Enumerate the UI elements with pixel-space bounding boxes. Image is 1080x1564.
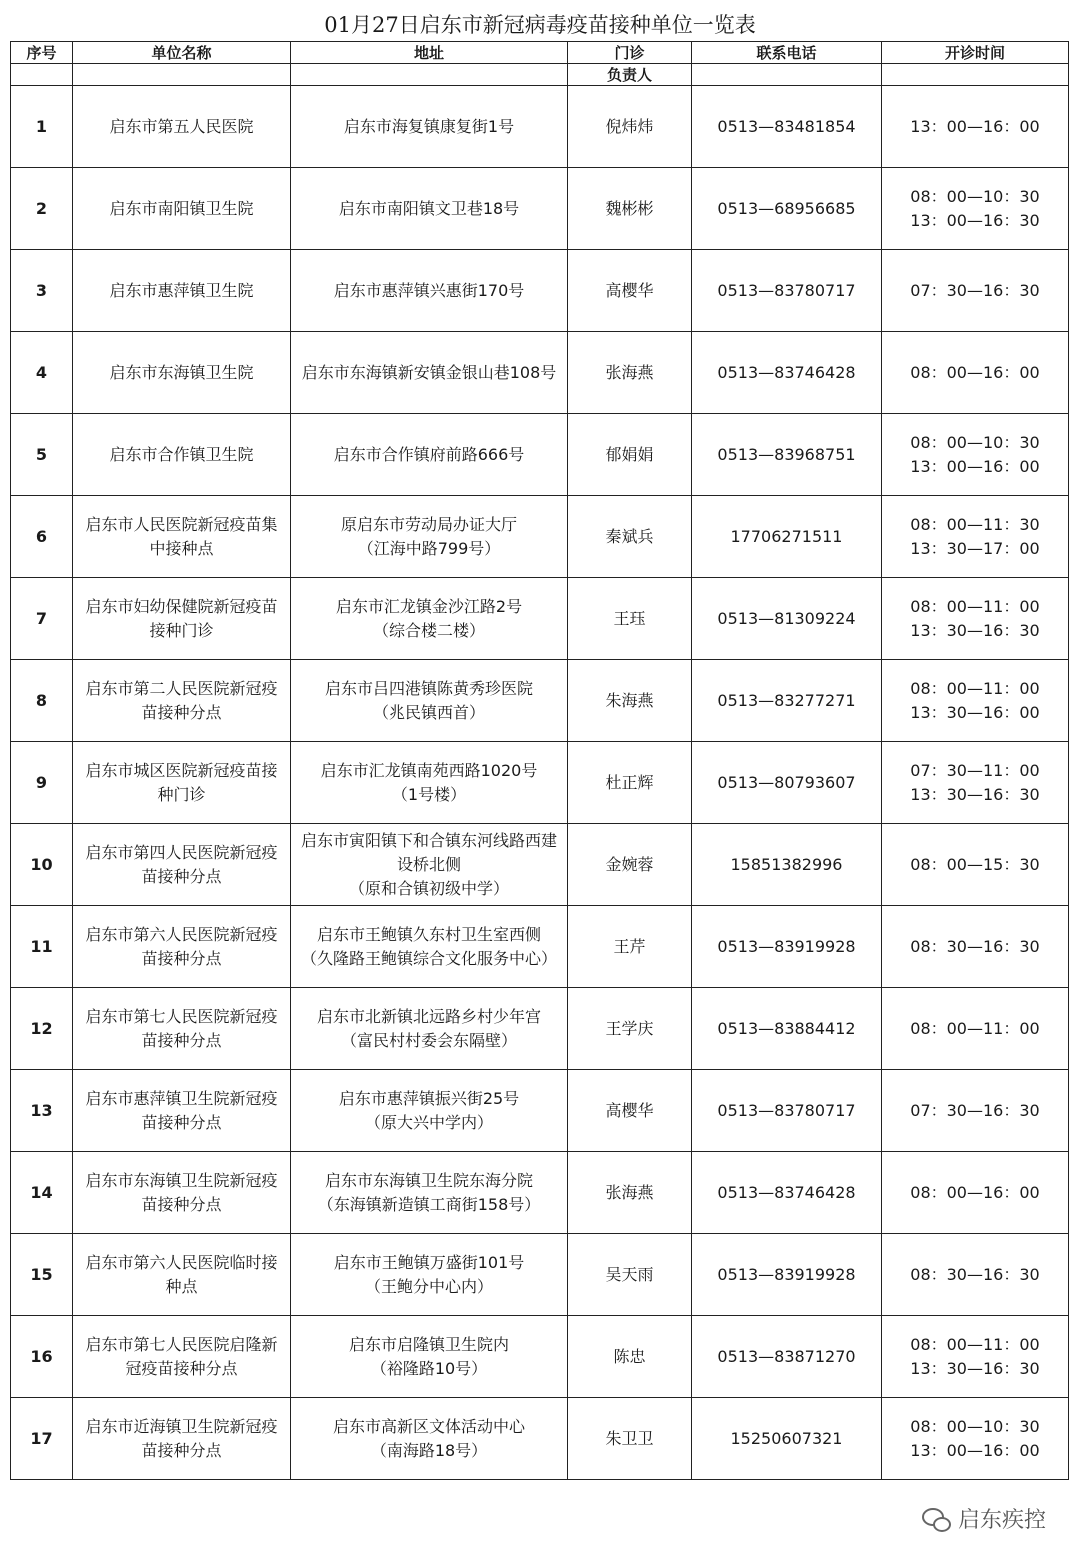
opening-hours: 08：00—10：30 13：00—16：30 bbox=[882, 168, 1069, 250]
table-row bbox=[11, 1398, 1069, 1480]
opening-hours: 07：30—16：30 bbox=[882, 250, 1069, 332]
row-number: 8 bbox=[11, 660, 73, 742]
unit-name: 启东市东海镇卫生院 bbox=[73, 332, 291, 414]
row-number: 14 bbox=[11, 1152, 73, 1234]
address: 启东市惠萍镇振兴街25号 （原大兴中学内） bbox=[291, 1070, 568, 1152]
table-row bbox=[11, 86, 1069, 168]
opening-hours: 07：30—11：00 13：30—16：30 bbox=[882, 742, 1069, 824]
unit-name: 启东市近海镇卫生院新冠疫 苗接种分点 bbox=[73, 1398, 291, 1480]
phone-number: 0513—83780717 bbox=[692, 1070, 882, 1152]
header-phone: 联系电话 bbox=[692, 42, 882, 64]
responsible-person: 王珏 bbox=[568, 578, 692, 660]
row-number: 16 bbox=[11, 1316, 73, 1398]
vaccination-sites-table bbox=[10, 41, 1069, 1480]
phone-number: 15851382996 bbox=[692, 824, 882, 906]
unit-name: 启东市第二人民医院新冠疫 苗接种分点 bbox=[73, 660, 291, 742]
row-number: 3 bbox=[11, 250, 73, 332]
responsible-person: 王芹 bbox=[568, 906, 692, 988]
address: 启东市王鲍镇久东村卫生室西侧 （久隆路王鲍镇综合文化服务中心） bbox=[291, 906, 568, 988]
unit-name: 启东市第四人民医院新冠疫 苗接种分点 bbox=[73, 824, 291, 906]
table-row bbox=[11, 988, 1069, 1070]
phone-number: 0513—68956685 bbox=[692, 168, 882, 250]
table-row bbox=[11, 496, 1069, 578]
table-row bbox=[11, 1234, 1069, 1316]
header-address: 地址 bbox=[291, 42, 568, 64]
phone-number: 0513—83919928 bbox=[692, 906, 882, 988]
opening-hours: 08：00—11：30 13：30—17：00 bbox=[882, 496, 1069, 578]
table-row bbox=[11, 742, 1069, 824]
responsible-person: 张海燕 bbox=[568, 332, 692, 414]
unit-name: 启东市南阳镇卫生院 bbox=[73, 168, 291, 250]
unit-name: 启东市第五人民医院 bbox=[73, 86, 291, 168]
responsible-person: 朱海燕 bbox=[568, 660, 692, 742]
table-row bbox=[11, 414, 1069, 496]
phone-number: 0513—83780717 bbox=[692, 250, 882, 332]
responsible-person: 魏彬彬 bbox=[568, 168, 692, 250]
row-number: 11 bbox=[11, 906, 73, 988]
row-number: 10 bbox=[11, 824, 73, 906]
responsible-person: 朱卫卫 bbox=[568, 1398, 692, 1480]
unit-name: 启东市人民医院新冠疫苗集 中接种点 bbox=[73, 496, 291, 578]
opening-hours: 13：00—16：00 bbox=[882, 86, 1069, 168]
unit-name: 启东市第七人民医院新冠疫 苗接种分点 bbox=[73, 988, 291, 1070]
row-number: 9 bbox=[11, 742, 73, 824]
address: 启东市东海镇新安镇金银山巷108号 bbox=[291, 332, 568, 414]
address: 启东市南阳镇文卫巷18号 bbox=[291, 168, 568, 250]
unit-name: 启东市东海镇卫生院新冠疫 苗接种分点 bbox=[73, 1152, 291, 1234]
row-number: 17 bbox=[11, 1398, 73, 1480]
row-number: 4 bbox=[11, 332, 73, 414]
row-number: 12 bbox=[11, 988, 73, 1070]
watermark-text: 启东疾控 bbox=[957, 1508, 1046, 1533]
row-number: 2 bbox=[11, 168, 73, 250]
unit-name: 启东市惠萍镇卫生院新冠疫 苗接种分点 bbox=[73, 1070, 291, 1152]
table-row bbox=[11, 1316, 1069, 1398]
header-address-sub bbox=[291, 64, 568, 86]
table-row bbox=[11, 660, 1069, 742]
header-person: 负责人 bbox=[568, 64, 692, 86]
wechat-icon bbox=[922, 1507, 952, 1531]
table-row bbox=[11, 168, 1069, 250]
unit-name: 启东市城区医院新冠疫苗接 种门诊 bbox=[73, 742, 291, 824]
phone-number: 0513—83277271 bbox=[692, 660, 882, 742]
responsible-person: 杜正辉 bbox=[568, 742, 692, 824]
address: 启东市汇龙镇南苑西路1020号 （1号楼） bbox=[291, 742, 568, 824]
row-number: 5 bbox=[11, 414, 73, 496]
responsible-person: 王学庆 bbox=[568, 988, 692, 1070]
header-unit: 单位名称 bbox=[73, 42, 291, 64]
row-number: 6 bbox=[11, 496, 73, 578]
unit-name: 启东市第六人民医院新冠疫 苗接种分点 bbox=[73, 906, 291, 988]
unit-name: 启东市妇幼保健院新冠疫苗 接种门诊 bbox=[73, 578, 291, 660]
unit-name: 启东市第六人民医院临时接 种点 bbox=[73, 1234, 291, 1316]
opening-hours: 08：00—10：30 13：00—16：00 bbox=[882, 1398, 1069, 1480]
header-phone-sub bbox=[692, 64, 882, 86]
phone-number: 15250607321 bbox=[692, 1398, 882, 1480]
phone-number: 0513—83481854 bbox=[692, 86, 882, 168]
address: 启东市北新镇北远路乡村少年宫 （富民村村委会东隔壁） bbox=[291, 988, 568, 1070]
header-seq-sub bbox=[11, 64, 73, 86]
phone-number: 0513—80793607 bbox=[692, 742, 882, 824]
address: 启东市寅阳镇下和合镇东河线路西建 设桥北侧 （原和合镇初级中学） bbox=[291, 824, 568, 906]
unit-name: 启东市合作镇卫生院 bbox=[73, 414, 291, 496]
table-row bbox=[11, 1152, 1069, 1234]
address: 启东市启隆镇卫生院内 （裕隆路10号） bbox=[291, 1316, 568, 1398]
address: 启东市王鲍镇万盛街101号 （王鲍分中心内） bbox=[291, 1234, 568, 1316]
address: 启东市高新区文体活动中心 （南海路18号） bbox=[291, 1398, 568, 1480]
opening-hours: 08：00—11：00 13：30—16：30 bbox=[882, 578, 1069, 660]
responsible-person: 吴天雨 bbox=[568, 1234, 692, 1316]
page-title: 01月27日启东市新冠病毒疫苗接种单位一览表 bbox=[324, 13, 756, 37]
responsible-person: 高樱华 bbox=[568, 250, 692, 332]
unit-name: 启东市第七人民医院启隆新 冠疫苗接种分点 bbox=[73, 1316, 291, 1398]
address: 启东市海复镇康复街1号 bbox=[291, 86, 568, 168]
address: 启东市惠萍镇兴惠街170号 bbox=[291, 250, 568, 332]
phone-number: 0513—83884412 bbox=[692, 988, 882, 1070]
opening-hours: 08：00—16：00 bbox=[882, 332, 1069, 414]
header-hours: 开诊时间 bbox=[882, 42, 1069, 64]
table-row bbox=[11, 1070, 1069, 1152]
address: 启东市吕四港镇陈黄秀珍医院 （兆民镇西首） bbox=[291, 660, 568, 742]
responsible-person: 郁娟娟 bbox=[568, 414, 692, 496]
opening-hours: 07：30—16：30 bbox=[882, 1070, 1069, 1152]
table-row bbox=[11, 250, 1069, 332]
address: 原启东市劳动局办证大厅 （江海中路799号） bbox=[291, 496, 568, 578]
opening-hours: 08：00—16：00 bbox=[882, 1152, 1069, 1234]
phone-number: 0513—83746428 bbox=[692, 332, 882, 414]
address: 启东市东海镇卫生院东海分院 （东海镇新造镇工商街158号） bbox=[291, 1152, 568, 1234]
opening-hours: 08：00—11：00 13：30—16：30 bbox=[882, 1316, 1069, 1398]
opening-hours: 08：30—16：30 bbox=[882, 906, 1069, 988]
responsible-person: 高樱华 bbox=[568, 1070, 692, 1152]
table-row bbox=[11, 906, 1069, 988]
phone-number: 0513—81309224 bbox=[692, 578, 882, 660]
table-row bbox=[11, 824, 1069, 906]
opening-hours: 08：00—11：00 bbox=[882, 988, 1069, 1070]
responsible-person: 金婉蓉 bbox=[568, 824, 692, 906]
phone-number: 0513—83746428 bbox=[692, 1152, 882, 1234]
row-number: 7 bbox=[11, 578, 73, 660]
phone-number: 17706271511 bbox=[692, 496, 882, 578]
responsible-person: 张海燕 bbox=[568, 1152, 692, 1234]
address: 启东市汇龙镇金沙江路2号 （综合楼二楼） bbox=[291, 578, 568, 660]
header-hours-sub bbox=[882, 64, 1069, 86]
responsible-person: 秦斌兵 bbox=[568, 496, 692, 578]
table-row bbox=[11, 578, 1069, 660]
row-number: 15 bbox=[11, 1234, 73, 1316]
header-clinic: 门诊 bbox=[568, 42, 692, 64]
address: 启东市合作镇府前路666号 bbox=[291, 414, 568, 496]
watermark bbox=[922, 1503, 1046, 1534]
header-seq: 序号 bbox=[11, 42, 73, 64]
opening-hours: 08：00—11：00 13：30—16：00 bbox=[882, 660, 1069, 742]
responsible-person: 陈忠 bbox=[568, 1316, 692, 1398]
phone-number: 0513—83968751 bbox=[692, 414, 882, 496]
table-row bbox=[11, 332, 1069, 414]
responsible-person: 倪炜炜 bbox=[568, 86, 692, 168]
header-unit-sub bbox=[73, 64, 291, 86]
unit-name: 启东市惠萍镇卫生院 bbox=[73, 250, 291, 332]
row-number: 13 bbox=[11, 1070, 73, 1152]
opening-hours: 08：30—16：30 bbox=[882, 1234, 1069, 1316]
phone-number: 0513—83919928 bbox=[692, 1234, 882, 1316]
opening-hours: 08：00—15：30 bbox=[882, 824, 1069, 906]
opening-hours: 08：00—10：30 13：00—16：00 bbox=[882, 414, 1069, 496]
row-number: 1 bbox=[11, 86, 73, 168]
phone-number: 0513—83871270 bbox=[692, 1316, 882, 1398]
